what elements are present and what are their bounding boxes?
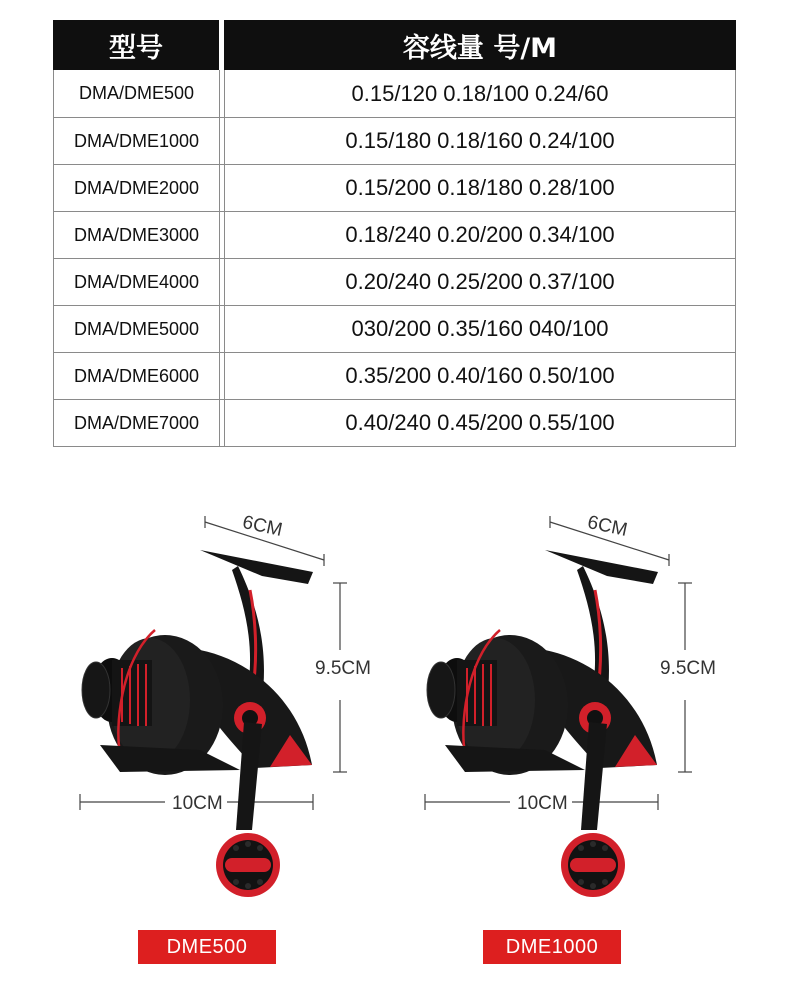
dimension-height-label: 9.5CM (315, 658, 371, 679)
model-cell: DMA/DME7000 (54, 400, 220, 446)
reel-illustration (0, 500, 395, 910)
capacity-cell: 0.15/200 0.18/180 0.28/100 (345, 175, 615, 200)
table-row (54, 353, 735, 400)
product-figure-dme1000 (345, 500, 740, 970)
model-cell: DMA/DME2000 (54, 165, 220, 211)
dimension-length-label: 10CM (168, 793, 227, 815)
table-row (54, 400, 735, 447)
dimension-width-label: 6CM (585, 512, 630, 541)
spec-table (53, 20, 736, 447)
model-cell: DMA/DME500 (54, 70, 220, 117)
table-row (54, 306, 735, 353)
model-cell: DMA/DME4000 (54, 259, 220, 305)
table-row (54, 118, 735, 165)
header-model: 型号 (53, 20, 219, 70)
product-figure-dme500 (0, 500, 395, 970)
table-row (54, 212, 735, 259)
model-cell: DMA/DME1000 (54, 118, 220, 164)
capacity-cell: 0.35/200 0.40/160 0.50/100 (345, 363, 615, 388)
model-badge: DME500 (138, 930, 276, 964)
table-row (54, 70, 735, 118)
capacity-cell: 0.15/120 0.18/100 0.24/60 (351, 80, 609, 106)
capacity-cell: 0.40/240 0.45/200 0.55/100 (345, 410, 615, 435)
capacity-cell: 030/200 0.35/160 040/100 (351, 316, 609, 341)
table-body (53, 70, 736, 447)
dimension-height-label: 9.5CM (660, 658, 716, 679)
model-cell: DMA/DME6000 (54, 353, 220, 399)
table-header (53, 20, 736, 70)
header-capacity: 容线量 号/M (224, 20, 736, 70)
capacity-cell: 0.20/240 0.25/200 0.37/100 (345, 269, 615, 294)
model-badge: DME1000 (483, 930, 621, 964)
table-row (54, 259, 735, 306)
capacity-cell: 0.15/180 0.18/160 0.24/100 (345, 128, 615, 153)
model-cell: DMA/DME5000 (54, 306, 220, 352)
model-cell: DMA/DME3000 (54, 212, 220, 258)
table-row (54, 165, 735, 212)
dimension-width-label: 6CM (240, 512, 285, 541)
dimension-length-label: 10CM (513, 793, 572, 815)
reel-illustration (345, 500, 740, 910)
capacity-cell: 0.18/240 0.20/200 0.34/100 (345, 222, 615, 247)
